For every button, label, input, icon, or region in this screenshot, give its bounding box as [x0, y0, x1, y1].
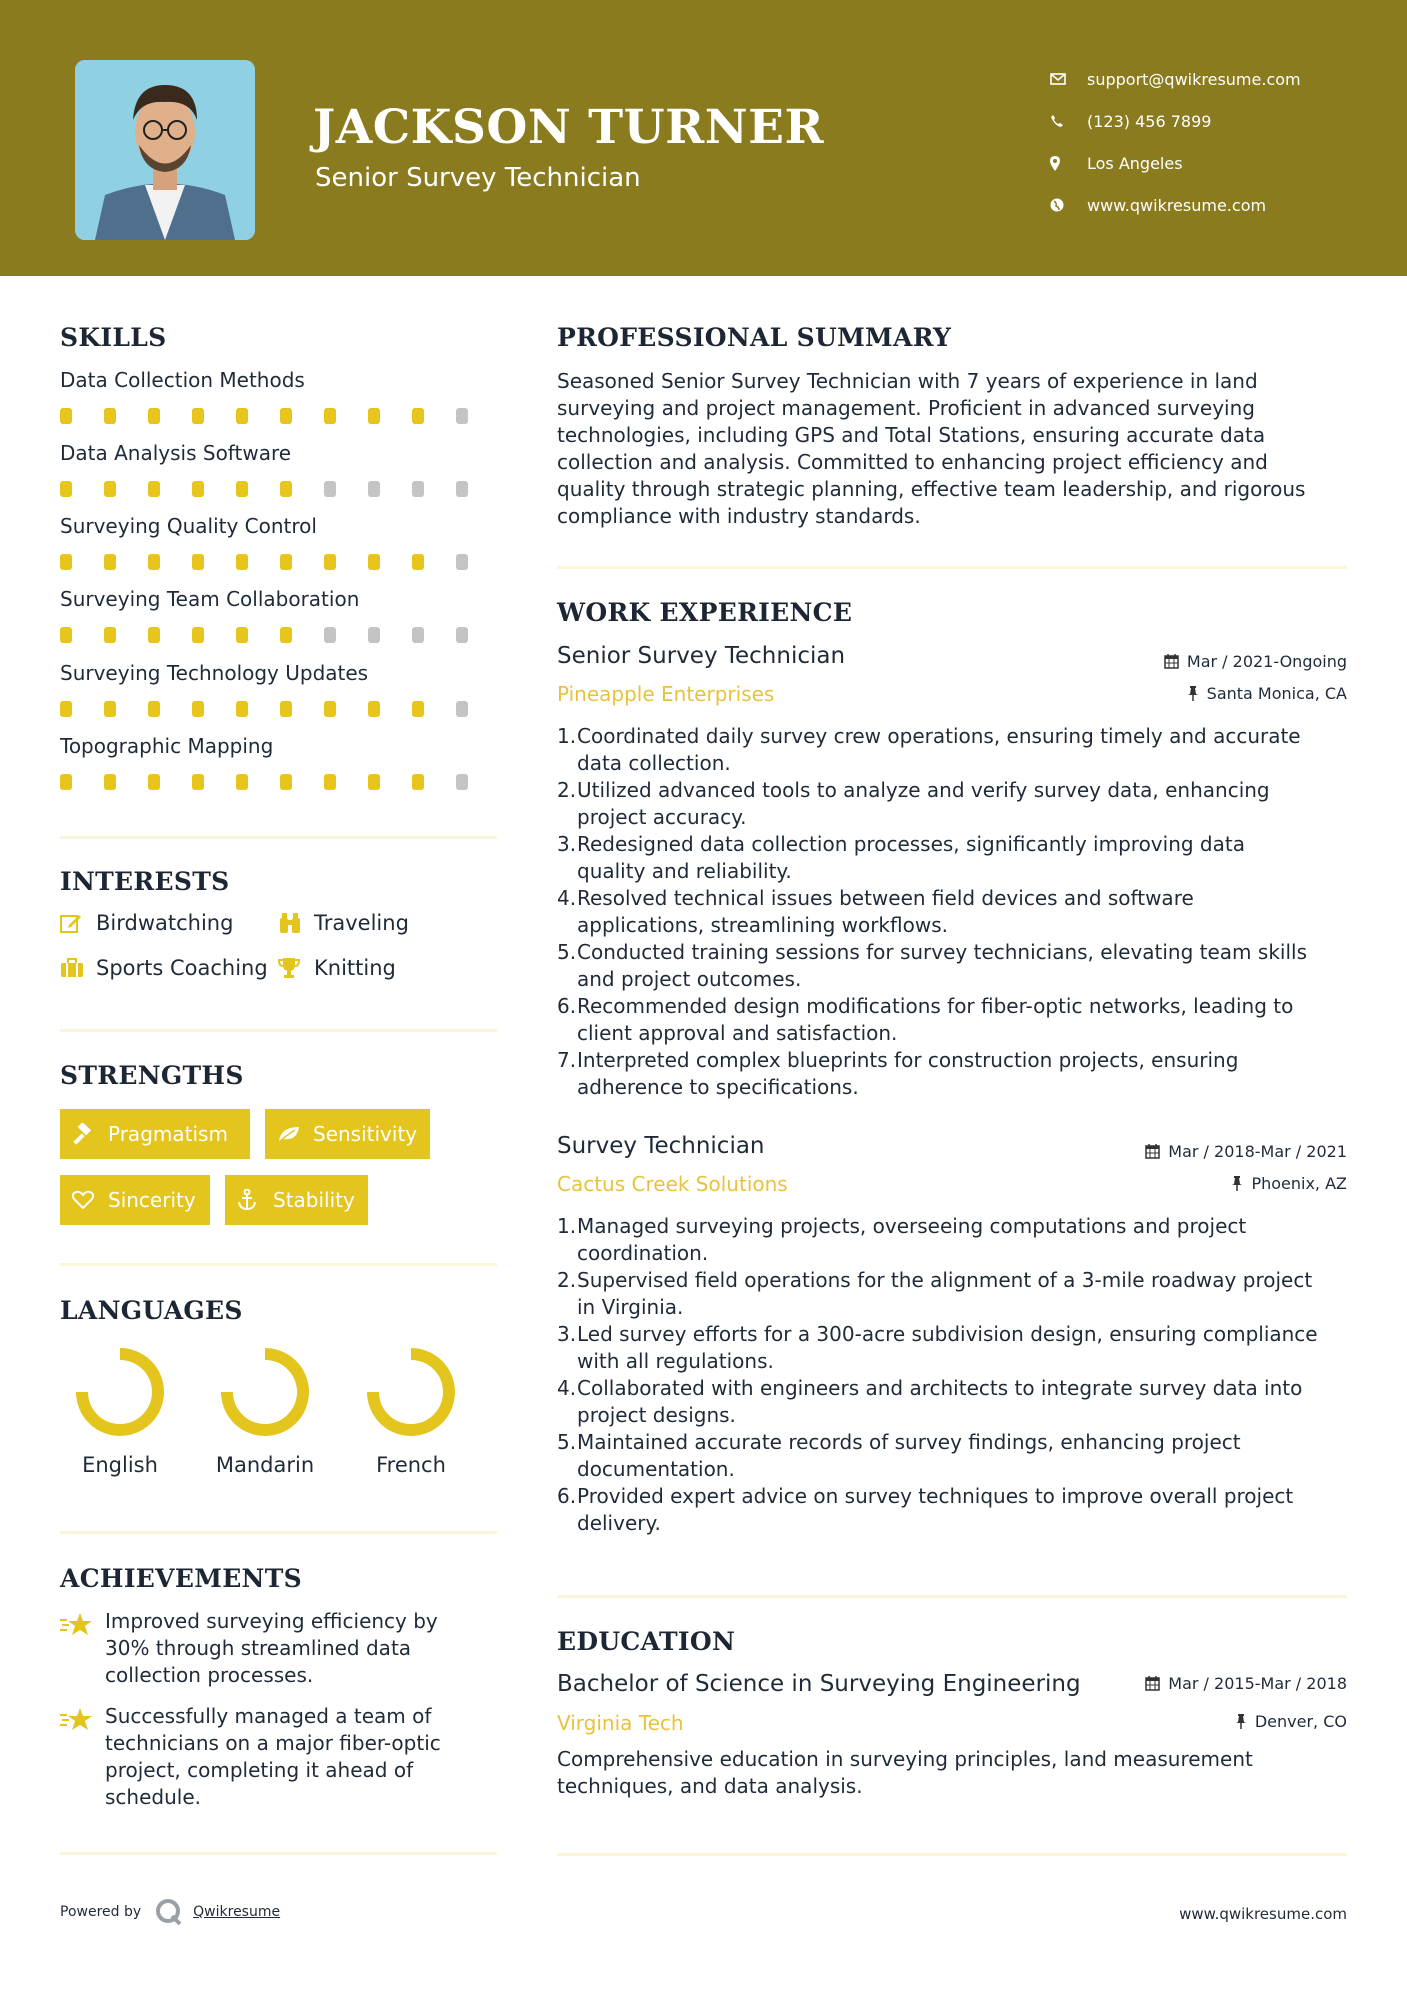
- school-name: Virginia Tech: [557, 1711, 684, 1735]
- job-date: Mar / 2021-Ongoing: [1164, 652, 1347, 671]
- rating-dot-filled: [324, 554, 336, 570]
- language-item: English: [60, 1347, 180, 1477]
- list-item: 5. Maintained accurate records of survey findings, enhancing project documentation.: [557, 1430, 1241, 1481]
- language-level-arc: [373, 1354, 449, 1430]
- rating-dot-filled: [104, 701, 116, 717]
- section-divider: [557, 1853, 1347, 1856]
- footer-website[interactable]: www.qwikresume.com: [1179, 1905, 1347, 1923]
- language-gauge: [366, 1347, 456, 1437]
- skill-item: Topographic Mapping: [60, 734, 500, 790]
- rating-dot-empty: [456, 701, 468, 717]
- skills-heading: SKILLS: [60, 323, 167, 352]
- language-gauge: [75, 1347, 165, 1437]
- rating-dot-empty: [412, 627, 424, 643]
- rating-dot-filled: [60, 627, 72, 643]
- section-divider: [60, 1263, 497, 1266]
- section-divider: [557, 566, 1347, 569]
- rating-dot-empty: [456, 627, 468, 643]
- job-date: Mar / 2018-Mar / 2021: [1145, 1142, 1347, 1161]
- rating-dot-empty: [324, 627, 336, 643]
- resume-header: [0, 0, 1407, 276]
- qwikresume-logo: [155, 1898, 183, 1926]
- rating-dot-filled: [412, 774, 424, 790]
- skill-item: Surveying Technology Updates: [60, 661, 500, 717]
- briefcase-icon: [60, 958, 96, 978]
- rating-dot-filled: [192, 554, 204, 570]
- rating-dot-filled: [148, 408, 160, 424]
- rating-dot-filled: [104, 481, 116, 497]
- section-divider: [557, 1595, 1347, 1598]
- phone-icon: [1050, 114, 1087, 128]
- rating-dot-filled: [412, 701, 424, 717]
- education-date: Mar / 2015-Mar / 2018: [1145, 1674, 1347, 1693]
- language-item: Mandarin: [205, 1347, 325, 1477]
- rating-dot-filled: [148, 627, 160, 643]
- skill-item: Surveying Team Collaboration: [60, 587, 500, 643]
- rating-dot-filled: [280, 627, 292, 643]
- rating-dot-filled: [280, 774, 292, 790]
- rating-dot-filled: [104, 554, 116, 570]
- rating-dot-empty: [456, 554, 468, 570]
- globe-icon: [1050, 198, 1087, 212]
- candidate-name: JACKSON TURNER: [313, 100, 825, 155]
- skill-rating: [60, 627, 500, 643]
- rating-dot-filled: [148, 774, 160, 790]
- binoculars-icon: [278, 912, 314, 934]
- star-icon: [60, 1703, 105, 1811]
- rating-dot-filled: [236, 408, 248, 424]
- rating-dot-filled: [280, 481, 292, 497]
- profile-photo: [75, 60, 255, 240]
- job-bullets: [557, 1213, 1347, 1537]
- list-item: 2. Utilized advanced tools to analyze and verify survey data, enhancing project accuracy.: [557, 778, 1270, 829]
- email-icon: [1050, 73, 1087, 85]
- skill-item: Data Collection Methods: [60, 368, 500, 424]
- rating-dot-filled: [236, 554, 248, 570]
- section-divider: [60, 1029, 497, 1032]
- rating-dot-filled: [324, 701, 336, 717]
- calendar-icon: [1145, 1676, 1160, 1691]
- list-item: 2. Supervised field operations for the alignment of a 3-mile roadway project in Virginia.: [557, 1268, 1313, 1319]
- strength-tag: Sensitivity: [265, 1109, 430, 1159]
- list-item: 5. Conducted training sessions for survey technicians, elevating team skills and project outcomes.: [557, 940, 1307, 991]
- skill-item: Surveying Quality Control: [60, 514, 500, 570]
- rating-dot-empty: [456, 481, 468, 497]
- skill-rating: [60, 774, 500, 790]
- rating-dot-filled: [192, 701, 204, 717]
- job-title: Survey Technician: [557, 1133, 765, 1159]
- job-location: Santa Monica, CA: [1187, 684, 1347, 703]
- anchor-icon: [237, 1189, 273, 1211]
- rating-dot-empty: [456, 774, 468, 790]
- interest-item: Sports Coaching: [60, 956, 268, 980]
- degree-title: Bachelor of Science in Surveying Engineering: [557, 1671, 1081, 1697]
- rating-dot-filled: [412, 408, 424, 424]
- rating-dot-filled: [236, 627, 248, 643]
- skill-rating: [60, 554, 500, 570]
- rating-dot-empty: [412, 481, 424, 497]
- contact-email[interactable]: support@qwikresume.com: [1050, 58, 1301, 100]
- education-description: Comprehensive education in surveying principles, land measurement techniques, and data analysis.: [557, 1747, 1253, 1798]
- rating-dot-filled: [192, 481, 204, 497]
- rating-dot-filled: [280, 408, 292, 424]
- rating-dot-filled: [60, 408, 72, 424]
- education-heading: EDUCATION: [557, 1627, 736, 1656]
- language-level-arc: [82, 1354, 158, 1430]
- list-item: 4. Resolved technical issues between field devices and software applications, streamlining workflows.: [557, 886, 1194, 937]
- section-divider: [60, 836, 497, 839]
- rating-dot-filled: [60, 554, 72, 570]
- achievement-item: Successfully managed a team of technicians on a major fiber-optic project, completing it ahead of schedule.: [60, 1703, 500, 1811]
- rating-dot-filled: [236, 481, 248, 497]
- rating-dot-empty: [456, 408, 468, 424]
- rating-dot-filled: [148, 554, 160, 570]
- candidate-title: Senior Survey Technician: [315, 163, 641, 193]
- strength-tag: Sincerity: [60, 1175, 210, 1225]
- job-title: Senior Survey Technician: [557, 643, 846, 669]
- rating-dot-filled: [236, 701, 248, 717]
- rating-dot-filled: [412, 554, 424, 570]
- job-location: Phoenix, AZ: [1231, 1174, 1347, 1193]
- rating-dot-filled: [368, 774, 380, 790]
- rating-dot-filled: [60, 481, 72, 497]
- interest-item: Birdwatching: [60, 911, 233, 935]
- skill-rating: [60, 701, 500, 717]
- interests-heading: INTERESTS: [60, 867, 230, 896]
- pin-icon: [1231, 1176, 1243, 1191]
- strengths-heading: STRENGTHS: [60, 1061, 244, 1090]
- pencil-icon: [60, 913, 96, 933]
- skill-rating: [60, 408, 500, 424]
- language-gauge: [220, 1347, 310, 1437]
- rating-dot-filled: [192, 774, 204, 790]
- rating-dot-filled: [104, 627, 116, 643]
- list-item: 1. Managed surveying projects, overseeing computations and project coordination.: [557, 1214, 1247, 1265]
- achievements-heading: ACHIEVEMENTS: [60, 1564, 302, 1593]
- contact-phone[interactable]: (123) 456 7899: [1050, 100, 1301, 142]
- education-location: Denver, CO: [1235, 1712, 1347, 1731]
- rating-dot-filled: [324, 774, 336, 790]
- strength-tag: Stability: [225, 1175, 368, 1225]
- rating-dot-filled: [60, 774, 72, 790]
- list-item: 4. Collaborated with engineers and architects to integrate survey data into project designs.: [557, 1376, 1303, 1427]
- rating-dot-filled: [148, 481, 160, 497]
- rating-dot-empty: [368, 627, 380, 643]
- interest-item: Traveling: [278, 911, 409, 935]
- heart-icon: [72, 1190, 108, 1210]
- pin-icon: [1235, 1714, 1247, 1729]
- skill-item: Data Analysis Software: [60, 441, 500, 497]
- trophy-icon: [278, 957, 314, 979]
- rating-dot-filled: [280, 701, 292, 717]
- star-icon: [60, 1608, 105, 1689]
- rating-dot-empty: [368, 481, 380, 497]
- rating-dot-empty: [324, 481, 336, 497]
- rating-dot-filled: [192, 627, 204, 643]
- contact-website[interactable]: www.qwikresume.com: [1050, 184, 1301, 226]
- interest-item: Knitting: [278, 956, 396, 980]
- job-company: Cactus Creek Solutions: [557, 1172, 788, 1196]
- rating-dot-filled: [324, 408, 336, 424]
- calendar-icon: [1164, 654, 1179, 669]
- rating-dot-filled: [104, 774, 116, 790]
- calendar-icon: [1145, 1144, 1160, 1159]
- language-item: French: [351, 1347, 471, 1477]
- rating-dot-filled: [192, 408, 204, 424]
- strength-tag: Pragmatism: [60, 1109, 250, 1159]
- job-bullets: [557, 723, 1347, 1101]
- achievement-item: Improved surveying efficiency by 30% through streamlined data collection processes.: [60, 1608, 500, 1689]
- list-item: 6. Recommended design modifications for fiber-optic networks, leading to client approval and satisfaction.: [557, 994, 1294, 1045]
- summary-text: Seasoned Senior Survey Technician with 7 years of experience in land surveying and project management. Proficient in advanced surveying technologies, including GPS and Total Stations, ensuring accurate data collection and analysis. Committed to enhancing project efficiency and quality through strategic planning, effective team leadership, and rigorous compliance with industry standards.: [557, 369, 1306, 528]
- skill-rating: [60, 481, 500, 497]
- section-divider: [60, 1852, 497, 1855]
- gavel-icon: [72, 1123, 108, 1145]
- rating-dot-filled: [148, 701, 160, 717]
- rating-dot-filled: [236, 774, 248, 790]
- list-item: 1. Coordinated daily survey crew operations, ensuring timely and accurate data collection.: [557, 724, 1301, 775]
- rating-dot-filled: [368, 701, 380, 717]
- list-item: 3. Led survey efforts for a 300-acre subdivision design, ensuring compliance with all regulations.: [557, 1322, 1318, 1373]
- rating-dot-filled: [60, 701, 72, 717]
- section-divider: [60, 1531, 497, 1534]
- location-icon: [1050, 156, 1087, 171]
- list-item: 3. Redesigned data collection processes, significantly improving data quality and reliability.: [557, 832, 1245, 883]
- summary-heading: PROFESSIONAL SUMMARY: [557, 323, 952, 352]
- job-company: Pineapple Enterprises: [557, 682, 775, 706]
- leaf-icon: [277, 1125, 313, 1143]
- language-level-arc: [227, 1354, 303, 1430]
- pin-icon: [1187, 686, 1199, 701]
- rating-dot-filled: [368, 554, 380, 570]
- contact-location: Los Angeles: [1050, 142, 1301, 184]
- qwikresume-link[interactable]: Qwikresume: [193, 1904, 281, 1920]
- list-item: 7. Interpreted complex blueprints for construction projects, ensuring adherence to specifications.: [557, 1048, 1239, 1099]
- languages-heading: LANGUAGES: [60, 1296, 243, 1325]
- contact-list: [1050, 58, 1301, 226]
- rating-dot-filled: [368, 408, 380, 424]
- rating-dot-filled: [104, 408, 116, 424]
- experience-heading: WORK EXPERIENCE: [557, 598, 853, 627]
- rating-dot-filled: [280, 554, 292, 570]
- footer-powered-by: Powered by Qwikresume: [60, 1898, 280, 1926]
- list-item: 6. Provided expert advice on survey techniques to improve overall project delivery.: [557, 1484, 1294, 1535]
